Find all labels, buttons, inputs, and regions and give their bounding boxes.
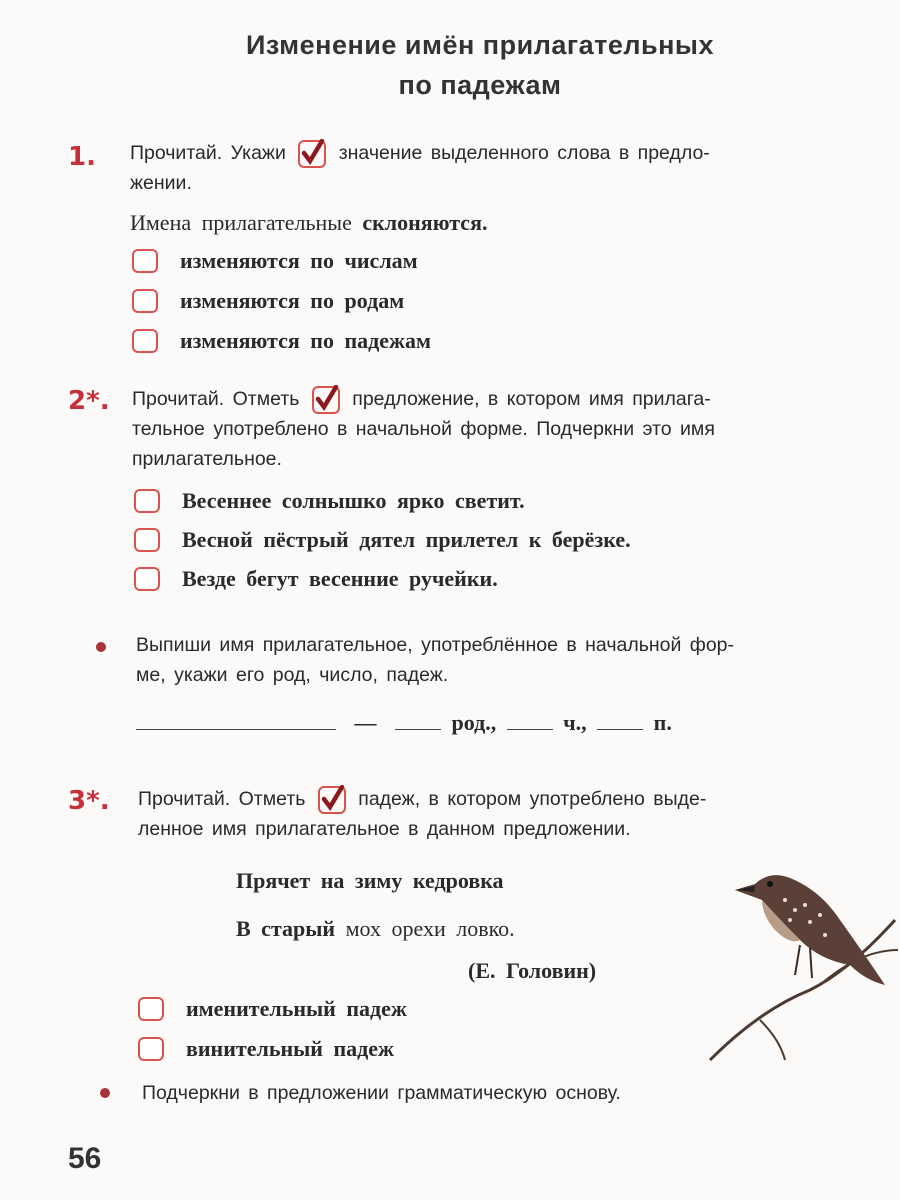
instr-text: тельное употреблено в начальной форме. Подчеркни это имя — [132, 418, 715, 440]
option-label: изменяются по числам — [180, 248, 418, 273]
exercise-1-options — [132, 248, 431, 354]
option-checkbox[interactable] — [134, 567, 160, 591]
exercise-2-number: 2*. — [68, 386, 110, 416]
exercise-3-instruction — [138, 784, 898, 844]
instr-text: прилагательное. — [132, 448, 282, 470]
option-label: изменяются по родам — [180, 288, 405, 313]
option-label: именительный падеж — [186, 996, 407, 1021]
checkmark-icon — [318, 786, 346, 814]
option-label: Весеннее солнышко ярко светит. — [182, 488, 525, 513]
exercise-1-instruction — [130, 138, 890, 198]
highlighted-word: склоняются. — [362, 210, 488, 235]
option-checkbox[interactable] — [132, 289, 158, 313]
option-label: Весной пёстрый дятел прилетел к берёзке. — [182, 527, 631, 552]
option-checkbox[interactable] — [134, 489, 160, 513]
instr-text: ленное имя прилагательное в данном предложении. — [138, 818, 631, 840]
poem-line-2 — [236, 916, 515, 942]
instr-text: Прочитай. Отметь — [138, 788, 306, 810]
number-label: ч., — [563, 710, 587, 735]
poem-line-1: Прячет на зиму кедровка — [236, 868, 504, 893]
page-title-line1: Изменение имён прилагательных — [246, 30, 714, 60]
sentence-text: Имена прилагательные — [130, 210, 352, 235]
option-label: изменяются по падежам — [180, 328, 431, 353]
option-checkbox[interactable] — [132, 329, 158, 353]
exercise-2-instruction — [132, 384, 892, 474]
poem-author: (Е. Головин) — [468, 958, 597, 983]
exercise-1-sentence — [130, 210, 487, 236]
page-number: 56 — [68, 1142, 102, 1175]
fill-in-line — [136, 710, 672, 736]
instr-text: жении. — [130, 172, 192, 194]
instr-text: падеж, в котором употреблено выде- — [358, 788, 707, 810]
instr-text: предложение, в котором имя прилага- — [352, 388, 711, 410]
page-title-line2: по падежам — [398, 70, 562, 100]
exercise-3-number: 3*. — [68, 786, 110, 816]
answer-blank[interactable] — [597, 711, 643, 730]
option-checkbox[interactable] — [138, 1037, 164, 1061]
task-text: Выпиши имя прилагательное, употреблённое в начальной фор- — [136, 634, 735, 656]
option-checkbox[interactable] — [138, 997, 164, 1021]
exercise-1-number: 1. — [68, 142, 96, 172]
answer-blank[interactable] — [395, 711, 441, 730]
exercise-3-task: Подчеркни в предложении грамматическую основу. — [142, 1082, 621, 1104]
gender-label: род., — [451, 710, 497, 735]
task-text: ме, укажи его род, число, падеж. — [136, 664, 449, 686]
highlighted-word: В старый — [236, 916, 336, 941]
exercise-2-task — [136, 630, 896, 690]
instr-text: Прочитай. Укажи — [130, 142, 286, 164]
checkmark-icon — [312, 386, 340, 414]
option-checkbox[interactable] — [132, 249, 158, 273]
option-label: Везде бегут весенние ручейки. — [182, 566, 498, 591]
checkmark-icon — [298, 140, 326, 168]
bullet-icon — [100, 1088, 110, 1098]
option-label: винительный падеж — [186, 1036, 395, 1061]
nutcracker-bird-illustration — [700, 860, 900, 1070]
option-checkbox[interactable] — [134, 528, 160, 552]
exercise-3-options — [138, 996, 407, 1062]
dash: — — [354, 710, 377, 735]
case-label: п. — [653, 710, 672, 735]
answer-blank[interactable] — [507, 711, 553, 730]
exercise-2-options — [134, 488, 631, 592]
bullet-icon — [96, 642, 106, 652]
poem-text: мох орехи ловко. — [345, 916, 515, 941]
instr-text: Прочитай. Отметь — [132, 388, 300, 410]
answer-blank[interactable] — [136, 711, 336, 730]
instr-text: значение выделенного слова в предло- — [338, 142, 710, 164]
